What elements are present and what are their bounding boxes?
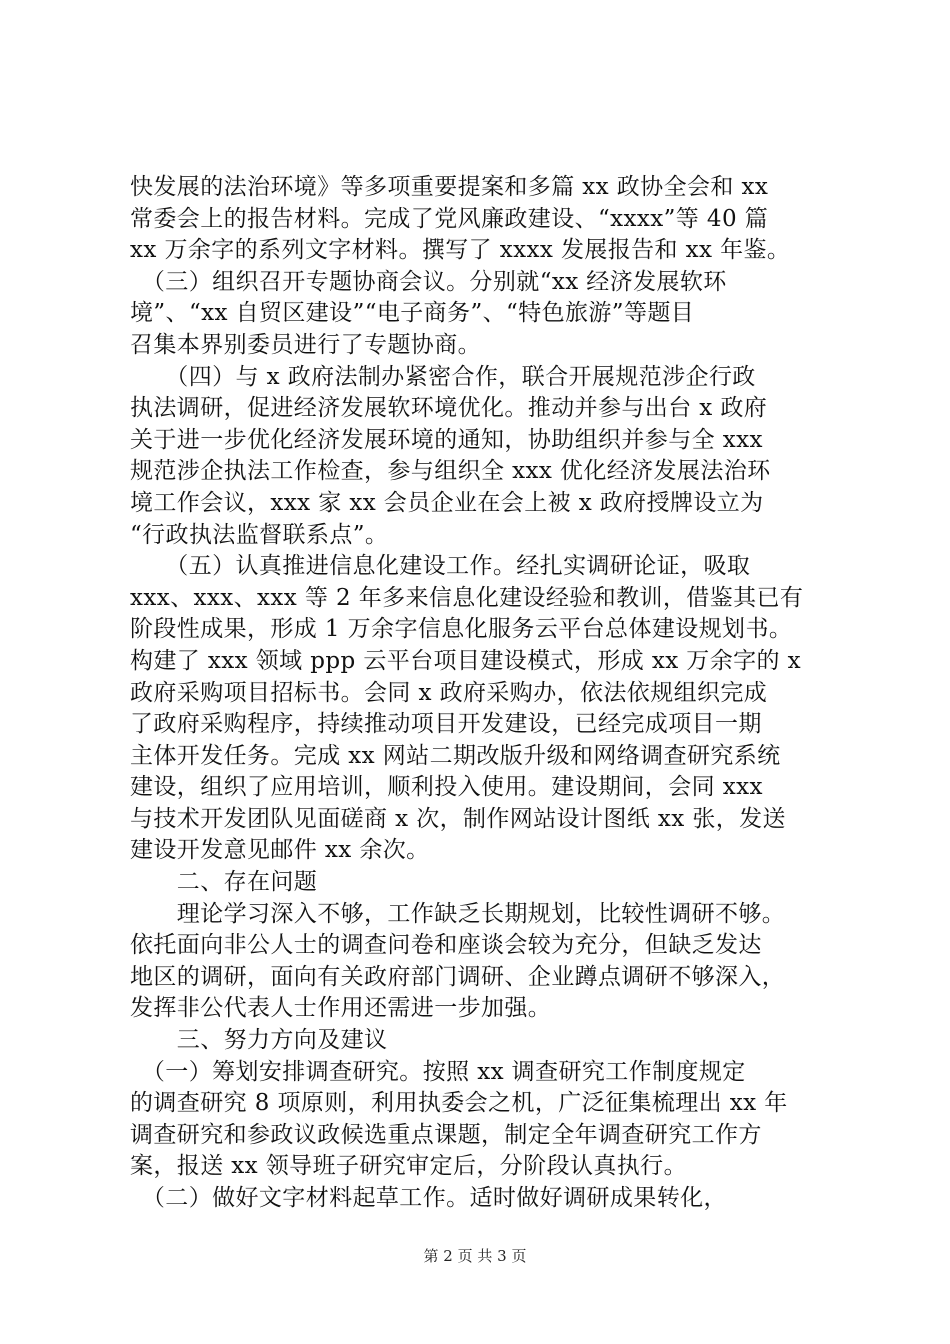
text-line: （五）认真推进信息化建设工作。经扎实调研论证，吸取 [130,553,751,580]
document-body [130,172,830,1215]
text-line: 主体开发任务。完成 xx 网站二期改版升级和网络调查研究系统 [130,742,781,769]
text-line: 二、存在问题 [130,869,318,896]
text-line: 理论学习深入不够，工作缺乏长期规划，比较性调研不够。 [130,900,786,927]
text-line: 召集本界别委员进行了专题协商。 [130,331,481,358]
text-line: （二）做好文字材料起草工作。适时做好调研成果转化， [130,1185,727,1211]
text-line: 阶段性成果，形成 1 万余字信息化服务云平台总体建设规划书。 [130,616,793,643]
text-line: 调查研究和参政议政候选重点课题，制定全年调查研究工作方 [130,1121,762,1148]
text-line: 案，报送 xx 领导班子研究审定后，分阶段认真执行。 [130,1153,687,1180]
text-line: 常委会上的报告材料。完成了党风廉政建设、“xxxx”等 40 篇 [130,205,769,232]
text-line: 境”、“xx 自贸区建设”“电子商务”、“特色旅游”等题目 [130,300,695,327]
text-line: 与技术开发团队见面磋商 x 次，制作网站设计图纸 xx 张，发送 [130,805,786,832]
text-line: 境工作会议，xxx 家 xx 会员企业在会上被 x 政府授牌设立为 [130,489,764,516]
text-line: 地区的调研，面向有关政府部门调研、企业蹲点调研不够深入， [130,963,786,990]
page-footer: 第 2 页 共 3 页 [423,1247,527,1265]
text-line: 了政府采购程序，持续推动项目开发建设，已经完成项目一期 [130,711,762,738]
text-line: “行政执法监督联系点”。 [130,521,389,548]
text-line: xx 万余字的系列文字材料。撰写了 xxxx 发展报告和 xx 年鉴。 [130,237,791,264]
text-line: （一）筹划安排调查研究。按照 xx 调查研究工作制度规定 [130,1058,746,1085]
text-line: 建设，组织了应用培训，顺利投入使用。建设期间，会同 xxx [130,774,763,801]
text-line: （四）与 x 政府法制办紧密合作，联合开展规范涉企行政 [130,363,756,390]
text-line: 政府采购项目招标书。会同 x 政府采购办，依法依规组织完成 [130,679,768,706]
text-line: 依托面向非公人士的调查问卷和座谈会较为充分，但缺乏发达 [130,932,762,959]
text-line: 发挥非公代表人士作用还需进一步加强。 [130,995,552,1022]
text-line: 规范涉企执法工作检查，参与组织全 xxx 优化经济发展法治环 [130,458,771,485]
text-line: 关于进一步优化经济发展环境的通知，协助组织并参与全 xxx [130,426,763,453]
text-line: 构建了 xxx 领域 ppp 云平台项目建设模式，形成 xx 万余字的 x [130,647,801,674]
text-line: 建设开发意见邮件 xx 余次。 [130,837,430,864]
text-line: xxx、xxx、xxx 等 2 年多来信息化建设经验和教训，借鉴其已有 [130,584,804,611]
text-line: 三、努力方向及建议 [130,1027,388,1054]
text-line: 快发展的法治环境》等多项重要提案和多篇 xx 政协全会和 xx [130,174,769,200]
text-line: 的调查研究 8 项原则，利用执委会之机，广泛征集梳理出 xx 年 [130,1090,788,1117]
text-line: （三）组织召开专题协商会议。分别就“xx 经济发展软环 [130,268,727,295]
text-line: 执法调研，促进经济发展软环境优化。推动并参与出台 x 政府 [130,395,768,422]
